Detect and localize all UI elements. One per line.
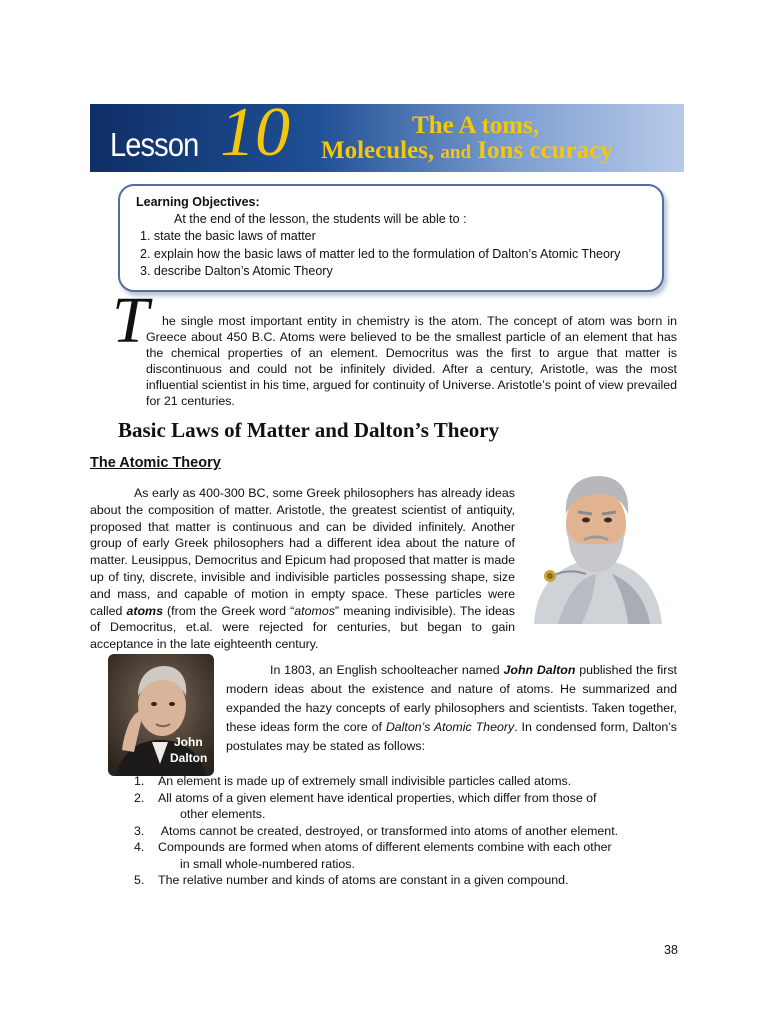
lesson-title-line1: The A toms,	[412, 112, 540, 139]
objective-item: 2. explain how the basic laws of matter led to the formulation of Dalton’s Atomic Theory	[140, 246, 621, 261]
objectives-list	[140, 228, 620, 281]
aristotle-portrait	[528, 474, 664, 624]
objective-item: 1. state the basic laws of matter	[140, 229, 316, 243]
objectives-heading: Learning Objectives:	[136, 195, 260, 209]
dalton-postulates-list	[134, 773, 618, 889]
section-title: Basic Laws of Matter and Dalton’s Theory	[118, 418, 500, 442]
intro-paragraph: he single most important entity in chemistry is the atom. The concept of atom was born in Greece about 450 B.C. Atoms were believed to be the smallest particle of an element that has the chemical properties of an element. Democritus was the first to argue that matter is discontinuous and could not be infinitely divided. After a century, Aristotle, was the most influential scientist in his time, argued for continuity of Universe. Aristotle’s point of view prevailed for 21 centuries.	[146, 314, 677, 408]
postulate-item: 3. Atoms cannot be created, destroyed, or transformed into atoms of another element.	[134, 823, 619, 838]
section-subtitle: The Atomic Theory	[90, 455, 221, 471]
postulate-item: 4. Compounds are formed when atoms of different elements combine with each other	[134, 840, 612, 854]
objective-item: 3. describe Dalton’s Atomic Theory	[140, 264, 333, 278]
dalton-paragraph: In 1803, an English schoolteacher named John Dalton published the first modern ideas about the existence and nature of atoms. He summarized and expanded the hazy concepts of early philosophers and scientists. Taken together, these ideas form the core of Dalton’s Atomic Theory. In condensed form, Dalton’s postulates may be stated as follows:	[226, 663, 677, 753]
objectives-intro: At the end of the lesson, the students will be able to :	[174, 212, 467, 226]
postulate-item: 2. All atoms of a given element have identical properties, which differ from those of	[134, 790, 597, 805]
lesson-number: 10	[220, 94, 290, 171]
drop-cap: T	[112, 284, 149, 357]
lesson-title-line2: Molecules, and Ions ccuracy	[321, 137, 613, 164]
postulate-continuation: other elements.	[180, 807, 266, 821]
page-number: 38	[664, 943, 678, 957]
postulate-item: 1. An element is made up of extremely small indivisible particles called atoms.	[134, 774, 572, 788]
atomic-theory-paragraph: As early as 400-300 BC, some Greek philosophers has already ideas about the composition of matter. Aristotle, the greatest scientist of antiquity, proposed that matter is continuous and can be divided infinitely. Another group of early Greek philosophers had a different idea about the nature of matter. Leusippus, Democritus and Epicum had proposed that matter is made up of tiny, discrete, invisible and indivisible particles possessing shape, size and mass, and capable of motion in empty space. These particles were called atoms (from the Greek word “atomos” meaning indivisible). The ideas of Democritus, et.al. were rejected for centuries, but began to gain acceptance in the late eighteenth century.	[90, 486, 515, 652]
john-dalton-portrait	[108, 654, 214, 776]
postulate-continuation: in small whole-numbered ratios.	[180, 856, 355, 871]
dalton-caption-line1: John	[174, 735, 203, 749]
postulate-item: 5. The relative number and kinds of atoms are constant in a given compound.	[134, 873, 569, 887]
dalton-caption-line2: Dalton	[170, 751, 208, 765]
lesson-label: Lesson	[110, 126, 199, 163]
